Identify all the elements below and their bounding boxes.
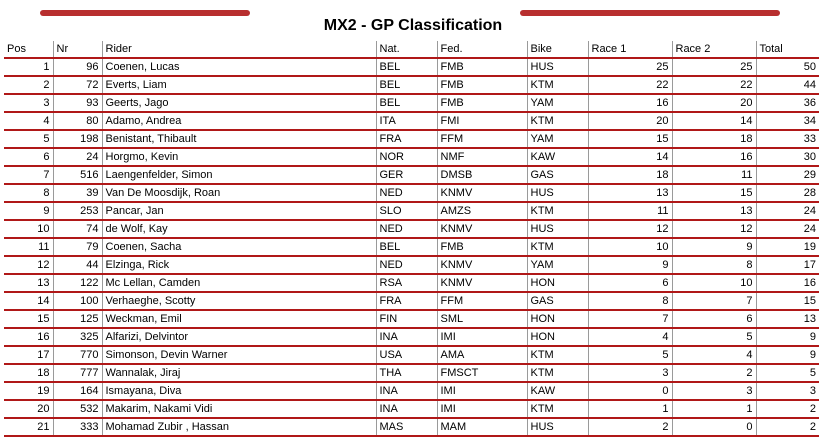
cell-nr: 74	[53, 220, 102, 238]
cell-nr: 80	[53, 112, 102, 130]
header-fed: Fed.	[437, 41, 527, 58]
page-title: MX2 - GP Classification	[323, 17, 503, 34]
cell-nat: INA	[376, 328, 437, 346]
cell-bike: YAM	[527, 130, 588, 148]
cell-bike: KAW	[527, 148, 588, 166]
cell-total: 24	[756, 220, 819, 238]
cell-nat: RSA	[376, 274, 437, 292]
cell-nr: 93	[53, 94, 102, 112]
cell-fed: KNMV	[437, 184, 527, 202]
header-nat: Nat.	[376, 41, 437, 58]
cell-bike: KTM	[527, 238, 588, 256]
cell-fed: AMA	[437, 346, 527, 364]
decorative-brush-stroke-right	[520, 10, 780, 16]
cell-bike: HON	[527, 310, 588, 328]
cell-fed: FMB	[437, 58, 527, 76]
cell-fed: FMSCT	[437, 364, 527, 382]
cell-total: 50	[756, 58, 819, 76]
cell-pos: 10	[4, 220, 53, 238]
cell-bike: YAM	[527, 94, 588, 112]
cell-race2: 25	[672, 58, 756, 76]
cell-rider: Laengenfelder, Simon	[102, 166, 376, 184]
table-row	[4, 238, 819, 256]
cell-total: 17	[756, 256, 819, 274]
cell-total: 33	[756, 130, 819, 148]
cell-bike: HUS	[527, 58, 588, 76]
cell-nr: 24	[53, 148, 102, 166]
cell-total: 5	[756, 364, 819, 382]
cell-race1: 9	[588, 256, 672, 274]
cell-race1: 10	[588, 238, 672, 256]
cell-race2: 1	[672, 400, 756, 418]
cell-pos: 5	[4, 130, 53, 148]
cell-total: 16	[756, 274, 819, 292]
header-row	[4, 41, 819, 58]
classification-table	[4, 41, 819, 437]
cell-total: 15	[756, 292, 819, 310]
table-row	[4, 76, 819, 94]
cell-nat: NED	[376, 220, 437, 238]
cell-pos: 13	[4, 274, 53, 292]
cell-nr: 100	[53, 292, 102, 310]
cell-nr: 198	[53, 130, 102, 148]
table-row	[4, 274, 819, 292]
cell-total: 3	[756, 382, 819, 400]
cell-fed: FFM	[437, 292, 527, 310]
cell-nat: SLO	[376, 202, 437, 220]
cell-total: 13	[756, 310, 819, 328]
table-row	[4, 184, 819, 202]
table-row	[4, 220, 819, 238]
cell-rider: Everts, Liam	[102, 76, 376, 94]
cell-fed: KNMV	[437, 256, 527, 274]
cell-pos: 11	[4, 238, 53, 256]
cell-rider: Weckman, Emil	[102, 310, 376, 328]
cell-race2: 4	[672, 346, 756, 364]
cell-total: 19	[756, 238, 819, 256]
cell-fed: SML	[437, 310, 527, 328]
cell-pos: 16	[4, 328, 53, 346]
table-row	[4, 418, 819, 436]
cell-fed: FMB	[437, 238, 527, 256]
cell-nr: 164	[53, 382, 102, 400]
cell-nr: 39	[53, 184, 102, 202]
cell-race1: 7	[588, 310, 672, 328]
cell-race1: 13	[588, 184, 672, 202]
cell-fed: IMI	[437, 400, 527, 418]
header-bike: Bike	[527, 41, 588, 58]
cell-bike: KTM	[527, 76, 588, 94]
cell-bike: KAW	[527, 382, 588, 400]
cell-fed: FMB	[437, 94, 527, 112]
cell-fed: FMB	[437, 76, 527, 94]
cell-bike: KTM	[527, 202, 588, 220]
cell-rider: Verhaeghe, Scotty	[102, 292, 376, 310]
cell-bike: YAM	[527, 256, 588, 274]
cell-pos: 18	[4, 364, 53, 382]
table-row	[4, 58, 819, 76]
cell-race1: 1	[588, 400, 672, 418]
cell-nat: THA	[376, 364, 437, 382]
table-row	[4, 292, 819, 310]
cell-race1: 22	[588, 76, 672, 94]
cell-fed: FFM	[437, 130, 527, 148]
cell-total: 36	[756, 94, 819, 112]
cell-rider: Adamo, Andrea	[102, 112, 376, 130]
cell-race1: 12	[588, 220, 672, 238]
cell-rider: Mc Lellan, Camden	[102, 274, 376, 292]
cell-race2: 14	[672, 112, 756, 130]
cell-bike: GAS	[527, 166, 588, 184]
cell-nr: 532	[53, 400, 102, 418]
cell-nat: FIN	[376, 310, 437, 328]
cell-pos: 14	[4, 292, 53, 310]
cell-nr: 770	[53, 346, 102, 364]
cell-fed: FMI	[437, 112, 527, 130]
cell-race1: 2	[588, 418, 672, 436]
cell-pos: 9	[4, 202, 53, 220]
cell-pos: 19	[4, 382, 53, 400]
cell-total: 9	[756, 328, 819, 346]
cell-nr: 96	[53, 58, 102, 76]
cell-bike: GAS	[527, 292, 588, 310]
cell-nr: 516	[53, 166, 102, 184]
cell-bike: KTM	[527, 364, 588, 382]
cell-bike: HUS	[527, 418, 588, 436]
cell-fed: MAM	[437, 418, 527, 436]
cell-total: 2	[756, 400, 819, 418]
cell-rider: Makarim, Nakami Vidi	[102, 400, 376, 418]
cell-race2: 18	[672, 130, 756, 148]
table-row	[4, 256, 819, 274]
cell-race2: 16	[672, 148, 756, 166]
cell-race1: 14	[588, 148, 672, 166]
cell-pos: 6	[4, 148, 53, 166]
cell-race1: 4	[588, 328, 672, 346]
cell-nat: BEL	[376, 94, 437, 112]
header-nr: Nr	[53, 41, 102, 58]
cell-nr: 122	[53, 274, 102, 292]
table-row	[4, 112, 819, 130]
cell-rider: Coenen, Sacha	[102, 238, 376, 256]
cell-race2: 12	[672, 220, 756, 238]
cell-pos: 7	[4, 166, 53, 184]
cell-rider: Pancar, Jan	[102, 202, 376, 220]
header-race1: Race 1	[588, 41, 672, 58]
cell-pos: 1	[4, 58, 53, 76]
cell-rider: Benistant, Thibault	[102, 130, 376, 148]
cell-total: 9	[756, 346, 819, 364]
cell-nat: INA	[376, 400, 437, 418]
cell-nat: FRA	[376, 292, 437, 310]
cell-nat: BEL	[376, 238, 437, 256]
cell-nr: 72	[53, 76, 102, 94]
cell-pos: 15	[4, 310, 53, 328]
cell-rider: Alfarizi, Delvintor	[102, 328, 376, 346]
cell-bike: HON	[527, 328, 588, 346]
header-rider: Rider	[102, 41, 376, 58]
cell-rider: Horgmo, Kevin	[102, 148, 376, 166]
cell-bike: HON	[527, 274, 588, 292]
cell-race2: 0	[672, 418, 756, 436]
cell-total: 30	[756, 148, 819, 166]
cell-race2: 22	[672, 76, 756, 94]
cell-race2: 10	[672, 274, 756, 292]
table-row	[4, 382, 819, 400]
cell-race1: 3	[588, 364, 672, 382]
cell-nr: 333	[53, 418, 102, 436]
cell-nat: MAS	[376, 418, 437, 436]
cell-race1: 6	[588, 274, 672, 292]
cell-total: 34	[756, 112, 819, 130]
cell-bike: KTM	[527, 400, 588, 418]
cell-rider: de Wolf, Kay	[102, 220, 376, 238]
cell-nat: NED	[376, 184, 437, 202]
cell-nat: NOR	[376, 148, 437, 166]
cell-pos: 21	[4, 418, 53, 436]
table-row	[4, 364, 819, 382]
decorative-brush-stroke-left	[40, 10, 250, 16]
cell-race2: 6	[672, 310, 756, 328]
cell-race1: 25	[588, 58, 672, 76]
cell-race2: 2	[672, 364, 756, 382]
cell-nr: 777	[53, 364, 102, 382]
cell-rider: Wannalak, Jiraj	[102, 364, 376, 382]
cell-nat: FRA	[376, 130, 437, 148]
cell-pos: 2	[4, 76, 53, 94]
table-row	[4, 310, 819, 328]
cell-race2: 3	[672, 382, 756, 400]
cell-fed: IMI	[437, 328, 527, 346]
cell-total: 29	[756, 166, 819, 184]
cell-rider: Van De Moosdijk, Roan	[102, 184, 376, 202]
cell-nat: BEL	[376, 58, 437, 76]
cell-race2: 20	[672, 94, 756, 112]
cell-rider: Simonson, Devin Warner	[102, 346, 376, 364]
cell-nat: INA	[376, 382, 437, 400]
cell-race2: 15	[672, 184, 756, 202]
cell-total: 2	[756, 418, 819, 436]
cell-bike: HUS	[527, 184, 588, 202]
cell-race1: 16	[588, 94, 672, 112]
cell-nr: 79	[53, 238, 102, 256]
table-row	[4, 148, 819, 166]
cell-race2: 8	[672, 256, 756, 274]
cell-fed: KNMV	[437, 274, 527, 292]
cell-rider: Coenen, Lucas	[102, 58, 376, 76]
cell-race2: 13	[672, 202, 756, 220]
cell-fed: AMZS	[437, 202, 527, 220]
cell-rider: Elzinga, Rick	[102, 256, 376, 274]
cell-pos: 20	[4, 400, 53, 418]
cell-race1: 0	[588, 382, 672, 400]
cell-bike: KTM	[527, 346, 588, 364]
cell-race1: 8	[588, 292, 672, 310]
cell-fed: IMI	[437, 382, 527, 400]
cell-pos: 17	[4, 346, 53, 364]
cell-rider: Geerts, Jago	[102, 94, 376, 112]
table-row	[4, 166, 819, 184]
cell-bike: KTM	[527, 112, 588, 130]
cell-total: 24	[756, 202, 819, 220]
cell-bike: HUS	[527, 220, 588, 238]
cell-nr: 44	[53, 256, 102, 274]
header-pos: Pos	[4, 41, 53, 58]
cell-nr: 253	[53, 202, 102, 220]
cell-race2: 9	[672, 238, 756, 256]
table-row	[4, 400, 819, 418]
table-row	[4, 202, 819, 220]
cell-nat: BEL	[376, 76, 437, 94]
cell-fed: DMSB	[437, 166, 527, 184]
cell-race1: 11	[588, 202, 672, 220]
cell-rider: Mohamad Zubir , Hassan	[102, 418, 376, 436]
cell-race2: 5	[672, 328, 756, 346]
table-row	[4, 94, 819, 112]
cell-total: 44	[756, 76, 819, 94]
cell-fed: NMF	[437, 148, 527, 166]
cell-total: 28	[756, 184, 819, 202]
header-total: Total	[756, 41, 819, 58]
cell-pos: 3	[4, 94, 53, 112]
cell-fed: KNMV	[437, 220, 527, 238]
cell-race2: 11	[672, 166, 756, 184]
cell-rider: Ismayana, Diva	[102, 382, 376, 400]
header-race2: Race 2	[672, 41, 756, 58]
cell-pos: 12	[4, 256, 53, 274]
cell-nat: USA	[376, 346, 437, 364]
table-row	[4, 328, 819, 346]
cell-race1: 18	[588, 166, 672, 184]
table-row	[4, 130, 819, 148]
cell-nat: ITA	[376, 112, 437, 130]
cell-race1: 20	[588, 112, 672, 130]
cell-race2: 7	[672, 292, 756, 310]
cell-nr: 325	[53, 328, 102, 346]
cell-pos: 8	[4, 184, 53, 202]
table-row	[4, 346, 819, 364]
cell-race1: 15	[588, 130, 672, 148]
cell-nat: NED	[376, 256, 437, 274]
cell-race1: 5	[588, 346, 672, 364]
cell-nr: 125	[53, 310, 102, 328]
cell-nat: GER	[376, 166, 437, 184]
cell-pos: 4	[4, 112, 53, 130]
